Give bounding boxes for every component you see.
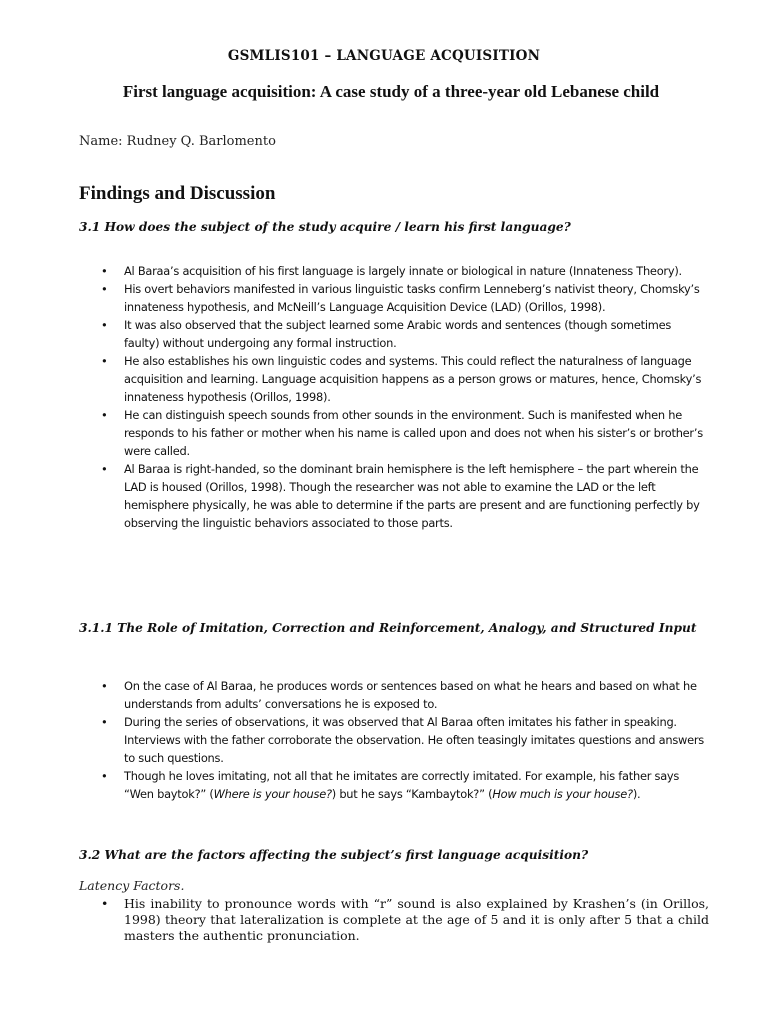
bullets-3-1: [79, 262, 709, 532]
bullet-icon: •: [101, 679, 108, 693]
list-item: [79, 460, 709, 532]
list-item: [79, 352, 709, 406]
list-item-text: During the series of observations, it was observed that Al Baraa often imitates his father in speaking. Interviews with the father corroborate the observation. He often teasingly imitates questions and answers to such questions.: [124, 715, 704, 765]
bullet-icon: •: [101, 769, 108, 783]
list-item: [79, 280, 709, 316]
findings-heading: Findings and Discussion: [79, 183, 276, 204]
list-item: [79, 316, 709, 352]
list-item-text: His inability to pronounce words with “r” sound is also explained by Krashen’s (in Orillos, 1998) theory that lateralization is complete at the age of 5 and it is only after 5 that a child masters the authentic pronunciation.: [124, 896, 709, 943]
list-item-text: On the case of Al Baraa, he produces words or sentences based on what he hears and based on what he understands from adults’ conversations he is exposed to.: [124, 679, 697, 711]
author-name: Name: Rudney Q. Barlomento: [79, 134, 276, 149]
list-item-text: He can distinguish speech sounds from other sounds in the environment. Such is manifested when he responds to his father or mother when his name is called upon and does not when his sister’s or brother’s were called.: [124, 408, 703, 458]
document-title: First language acquisition: A case study of a three-year old Lebanese child: [122, 82, 660, 101]
section-3-1-1-heading: 3.1.1 The Role of Imitation, Correction and Reinforcement, Analogy, and Structured Input: [79, 621, 697, 635]
list-item-text: Though he loves imitating, not all that he imitates are correctly imitated. For example, his father says “Wen baytok?” (Where is your house?) but he says “Kambaytok?” (How much is your house?).: [124, 769, 680, 801]
list-item: [79, 262, 709, 280]
list-item-text: Al Baraa’s acquisition of his first language is largely innate or biological in nature (Innateness Theory).: [124, 264, 682, 278]
bullet-icon: •: [101, 462, 108, 476]
list-item: [79, 767, 709, 803]
bullet-icon: •: [101, 715, 108, 729]
bullet-icon: •: [101, 896, 109, 911]
list-item-text: He also establishes his own linguistic codes and systems. This could reflect the naturalness of language acquisition and learning. Language acquisition happens as a person grows or matures, hence, Chomsky’s innateness hypothesis (Orillos, 1998).: [124, 354, 702, 404]
bullet-icon: •: [101, 318, 108, 332]
bullet-icon: •: [101, 354, 108, 368]
question-3-2: 3.2 What are the factors affecting the subject’s first language acquisition?: [79, 848, 589, 862]
list-item-text: It was also observed that the subject learned some Arabic words and sentences (though sometimes faulty) without undergoing any formal instruction.: [124, 318, 672, 350]
course-heading: GSMLIS101 – LANGUAGE ACQUISITION: [227, 48, 541, 64]
question-3-1: 3.1 How does the subject of the study acquire / learn his first language?: [79, 220, 571, 234]
latency-factors-label: Latency Factors.: [79, 878, 185, 893]
list-item-text: Al Baraa is right-handed, so the dominant brain hemisphere is the left hemisphere – the part wherein the LAD is housed (Orillos, 1998). Though the researcher was not able to examine the LAD or the left hemisphere physically, he was able to determine if the parts are present and are functioning perfectly by observing the linguistic behaviors associated to those parts.: [124, 462, 700, 530]
bullet-icon: •: [101, 282, 108, 296]
list-item: [79, 406, 709, 460]
list-item: [79, 896, 709, 944]
bullets-3-1-1: [79, 677, 709, 803]
bullet-icon: •: [101, 408, 108, 422]
list-item: [79, 677, 709, 713]
bullet-icon: •: [101, 264, 108, 278]
bullets-3-2: [79, 896, 709, 944]
list-item-text: His overt behaviors manifested in various linguistic tasks confirm Lenneberg’s nativist theory, Chomsky’s innateness hypothesis, and McNeill’s Language Acquisition Device (LAD) (Orillos, 1998).: [124, 282, 700, 314]
list-item: [79, 713, 709, 767]
